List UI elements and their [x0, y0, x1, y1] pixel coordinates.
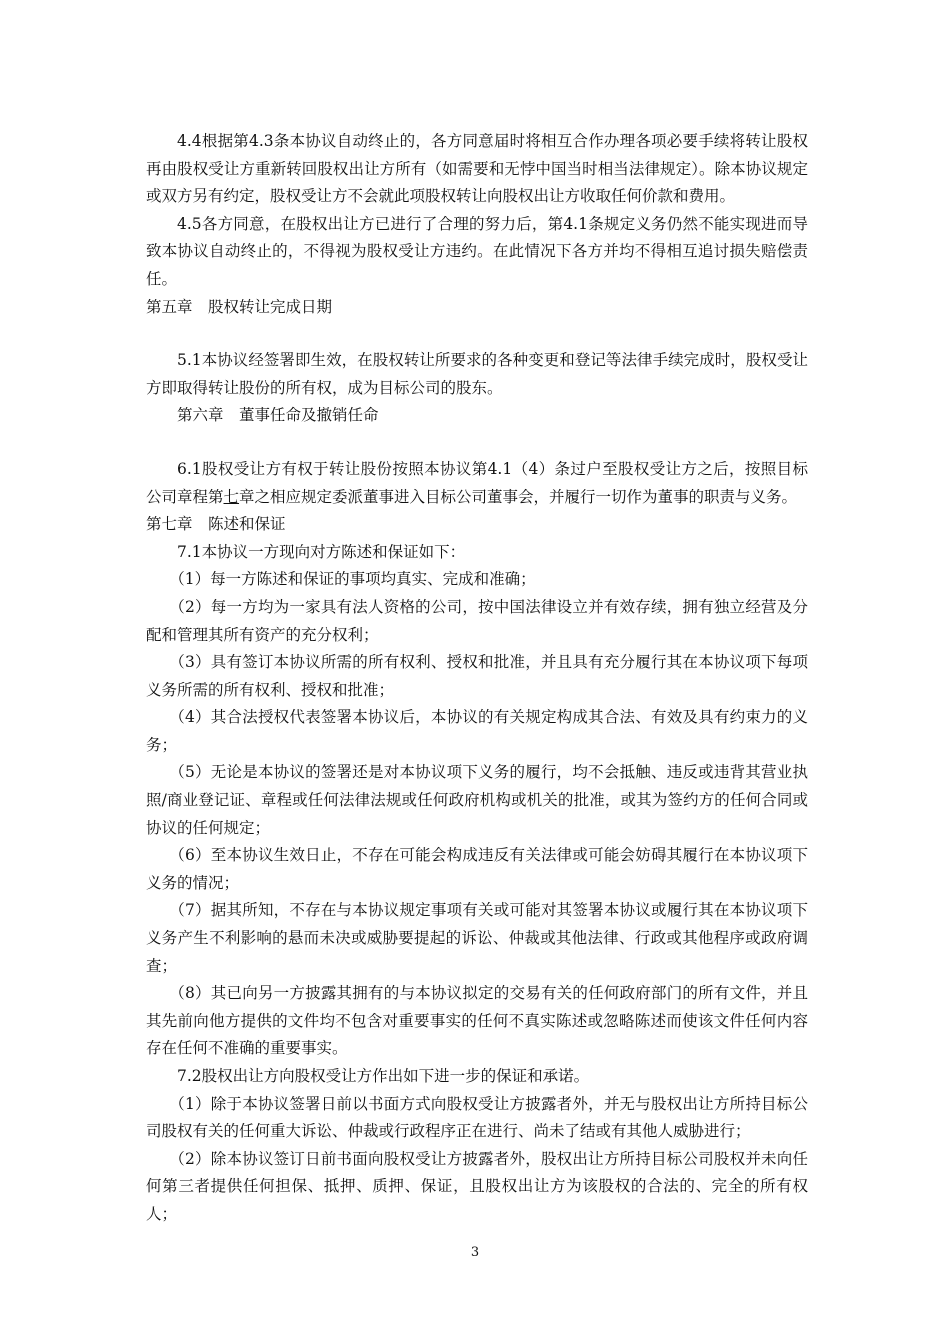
- clause-6-1-part-a: 6.1股权受让方有权于转让股份按照本协议第4.1（4）条过户至股权受让方之后，按照目标公司章程第: [146, 459, 808, 506]
- chapter-5-heading: 第五章 股权转让完成日期: [146, 297, 333, 316]
- clause-7-2-item-2: （2）除本协议签订日前书面向股权受让方披露者外，股权出让方所持目标公司股权并未向任何第三者提供任何担保、抵押、质押、保证，且股权出让方为该股权的合法的、完全的所有权人；: [146, 1149, 808, 1223]
- page-number: 3: [470, 1245, 480, 1260]
- clause-7-1-item-2: （2）每一方均为一家具有法人资格的公司，按中国法律设立并有效存续，拥有独立经营及分配和管理其所有资产的充分权利；: [146, 597, 808, 644]
- clause-7-1-item-1: （1）每一方陈述和保证的事项均真实、完成和准确；: [169, 570, 536, 589]
- clause-7-1-item-5: （5）无论是本协议的签署还是对本协议项下义务的履行，均不会抵触、违反或违背其营业执照/商业登记证、章程或任何法律法规或任何政府机构或机关的批准，或其为签约方的任何合同或协议的任何规定；: [146, 763, 808, 837]
- clause-7-1-item-7: （7）据其所知，不存在与本协议规定事项有关或可能对其签署本协议或履行其在本协议项下义务产生不利影响的悬而未决或威胁要提起的诉讼、仲裁或其他法律、行政或其他程序或政府调查；: [146, 901, 808, 975]
- clause-7-1-item-6: （6）至本协议生效日止，不存在可能会构成违反有关法律或可能会妨碍其履行在本协议项下义务的情况；: [146, 846, 808, 892]
- clause-4-4: 4.4根据第4.3条本协议自动终止的，各方同意届时将相互合作办理各项必要手续将转让股权再由股权受让方重新转回股权出让方所有（如需要和无悖中国当时相当法律规定）。除本协议规定或双方另有约定，股权受让方不会就此项股权转让向股权出让方收取任何价款和费用。: [146, 132, 808, 206]
- clause-7-1-item-8: （8）其已向另一方披露其拥有的与本协议拟定的交易有关的任何政府部门的所有文件，并且其先前向他方提供的文件均不包含对重要事实的任何不真实陈述或忽略陈述而使该文件任何内容存在任何不准确的重要事实。: [146, 984, 808, 1058]
- clause-7-1-item-3: （3）具有签订本协议所需的所有权利、授权和批准，并且具有充分履行其在本协议项下每项义务所需的所有权利、授权和批准；: [146, 653, 808, 699]
- clause-7-1: 7.1本协议一方现向对方陈述和保证如下：: [177, 542, 466, 561]
- blank-line: [146, 321, 808, 347]
- document-body: [146, 128, 808, 1229]
- chapter-6-heading: 第六章 董事任命及撤销任命: [177, 406, 379, 425]
- clause-4-5: 4.5各方同意，在股权出让方已进行了合理的努力后，第4.1条规定义务仍然不能实现进而导致本协议自动终止的，不得视为股权受让方违约。在此情况下各方并均不得相互追讨损失赔偿责任。: [146, 214, 808, 288]
- blank-line: [146, 430, 808, 456]
- clause-7-2-item-1: （1）除于本协议签署日前以书面方式向股权受让方披露者外，并无与股权出让方所持目标公司股权有关的任何重大诉讼、仲裁或行政程序正在进行、尚未了结或有其他人威胁进行；: [146, 1094, 808, 1141]
- clause-6-1-underlined-chapter: 七: [223, 487, 240, 506]
- clause-7-2: 7.2股权出让方向股权受让方作出如下进一步的保证和承诺。: [177, 1067, 590, 1085]
- clause-7-1-item-4: （4）其合法授权代表签署本协议后，本协议的有关规定构成其合法、有效及具有约束力的义务；: [146, 708, 808, 754]
- chapter-7-heading: 第七章 陈述和保证: [146, 515, 286, 534]
- clause-5-1: 5.1本协议经签署即生效，在股权转让所要求的各种变更和登记等法律手续完成时，股权受让方即取得转让股份的所有权，成为目标公司的股东。: [146, 351, 808, 397]
- clause-6-1-part-b: 章之相应规定委派董事进入目标公司董事会，并履行一切作为董事的职责与义务。: [239, 487, 798, 506]
- clause-6-1: [146, 456, 808, 511]
